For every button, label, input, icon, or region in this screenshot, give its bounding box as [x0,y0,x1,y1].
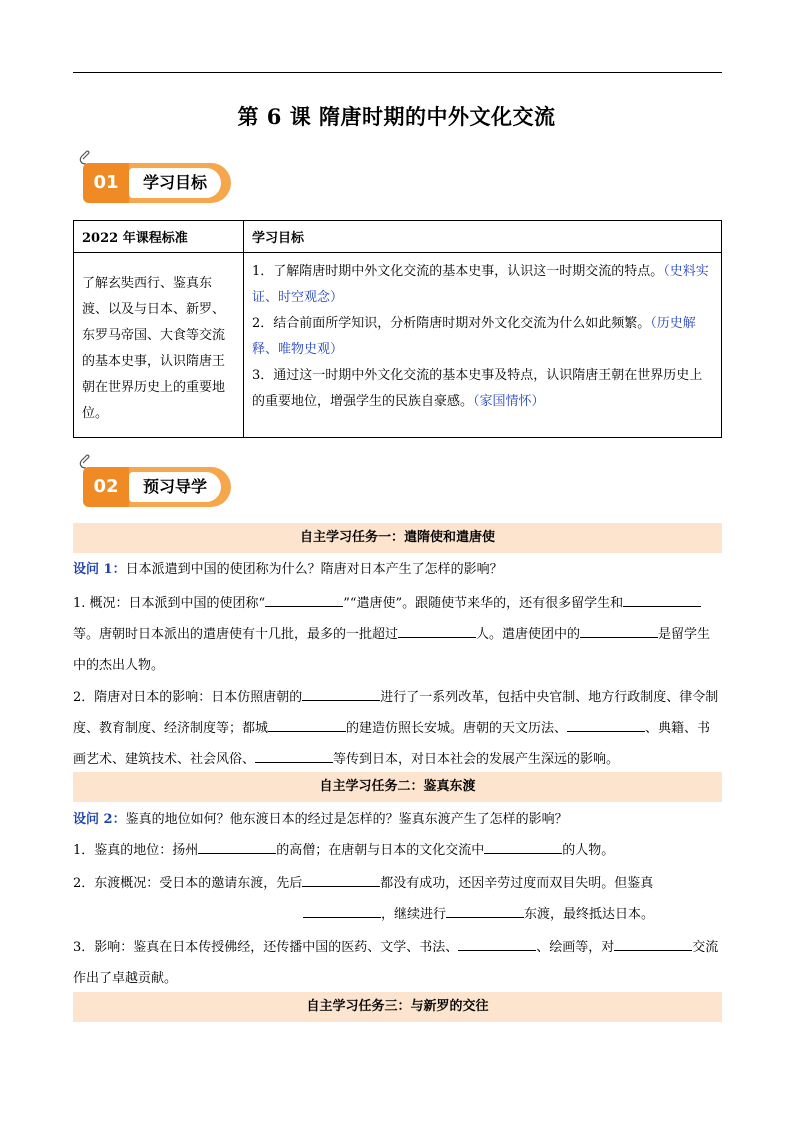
question: 设问 1：日本派遣到中国的使团称为什么？隋唐对日本产生了怎样的影响？ [73,562,503,577]
curriculum-standard-cell: 了解玄奘西行、鉴真东渡、以及与日本、新罗、东罗马帝国、大食等交流的基本史事，认识隋唐王朝在世界历史上的重要地位。 [74,253,244,438]
fill-blank[interactable] [302,872,380,887]
goal-item: 2．结合前面所学知识，分析隋唐时期对外文化交流为什么如此频繁。（历史解释、唯物史观） [252,316,696,357]
fill-blank[interactable] [398,623,476,638]
fill-blank[interactable] [268,717,346,732]
paragraph: 1．鉴真的地位：扬州 的高僧；在唐朝与日本的文化交流中 的人物。 [73,837,722,865]
section-label: 学习目标 [129,168,221,198]
goals-cell [244,253,722,438]
fill-blank[interactable] [198,839,276,854]
section-number: 02 [83,467,129,507]
page-title: 第 6 课 隋唐时期的中外文化交流 [237,104,556,129]
section-badge-preview [83,467,231,507]
paragraph: 3．影响：鉴真在日本传授佛经，还传播中国的医药、文学、书法、 、绘画等，对 交流作出了卓越贡献。 [73,932,722,994]
fill-blank[interactable] [255,748,333,763]
fill-blank[interactable] [302,686,380,701]
paragraph: 1. 概况：日本派到中国的使团称“ ”“遣唐使”。跟随使节来华的，还有很多留学生和等。唐朝时日本派出的遣唐使有十几批，最多的一批超过 人。遣唐使团中的 是留学生中的杰出人物。 [73,588,722,681]
goal-item: 1．了解隋唐时期中外文化交流的基本史事，认识这一时期交流的特点。（史料实证、时空观念） [252,264,709,305]
section-number: 01 [83,163,129,203]
question: 设问 2：鉴真的地位如何？他东渡日本的经过是怎样的？鉴真东渡产生了怎样的影响？ [73,812,568,827]
fill-blank[interactable] [614,936,692,951]
section-badge-goals [83,163,231,203]
paragraph: 2．隋唐对日本的影响：日本仿照唐朝的 进行了一系列改革，包括中央官制、地方行政制度、律令制度、教育制度、经济制度等；都城 的建造仿照长安城。唐朝的天文历法、 、典籍、书画艺术、建筑技术、社会风俗、 等传到日本，对日本社会的发展产生深远的影响。 [73,682,722,775]
table-header-standard: 2022 年课程标准 [74,221,244,253]
learning-goals-table [73,220,722,438]
fill-blank[interactable] [446,903,524,918]
table-header-goals: 学习目标 [244,221,722,253]
header-rule [73,72,722,73]
fill-blank[interactable] [580,623,658,638]
task-header: 自主学习任务三：与新罗的交往 [73,992,722,1022]
fill-blank[interactable] [303,903,381,918]
fill-blank[interactable] [623,592,701,607]
paragraph: 2．东渡概况：受日本的邀请东渡，先后 都没有成功，还因辛劳过度而双目失明。但鉴真，继续进行 东渡，最终抵达日本。 [73,868,722,930]
task-header: 自主学习任务二：鉴真东渡 [73,772,722,802]
fill-blank[interactable] [265,592,343,607]
fill-blank[interactable] [458,936,536,951]
fill-blank[interactable] [567,717,645,732]
section-label: 预习导学 [129,472,221,502]
fill-blank[interactable] [484,839,562,854]
goal-item: 3．通过这一时期中外文化交流的基本史事及特点，认识隋唐王朝在世界历史上的重要地位，增强学生的民族自豪感。（家国情怀） [252,368,703,409]
task-header: 自主学习任务一：遣隋使和遣唐使 [73,523,722,553]
